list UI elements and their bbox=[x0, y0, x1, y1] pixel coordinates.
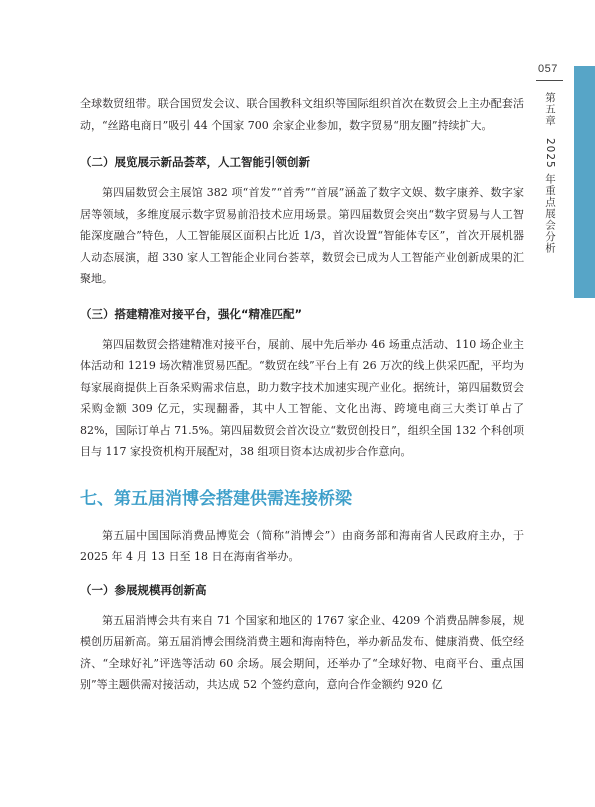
chapter-label: 第五章 2025 年重点展会分析 bbox=[544, 92, 556, 254]
chapter-tab bbox=[574, 66, 595, 298]
section-7-subsection-1-paragraph: 第五届消博会共有来自 71 个国家和地区的 1767 家企业、4209 个消费品牌参展，规模创历届新高。第五届消博会围绕消费主题和海南特色，举办新品发布、健康消费、低空经济、“全球好礼”评选等活动 60 余场。展会期间，还举办了“全球好物、电商平台、重点国别”等主题供需对接活动，共达成 52 个签约意向，意向合作金额约 920 亿 bbox=[80, 613, 524, 691]
chapter-divider bbox=[536, 80, 563, 81]
subsection-heading-3: （三）搭建精准对接平台，强化“精准匹配” bbox=[80, 306, 303, 321]
page-body bbox=[80, 93, 524, 696]
section-7-intro-paragraph: 第五届中国国际消费品博览会（简称“消博会”）由商务部和海南省人民政府主办，于 2025 年 4 月 13 日至 18 日在海南省举办。 bbox=[80, 528, 524, 563]
continuation-paragraph: 全球数贸纽带。联合国贸发会议、联合国教科文组织等国际组织首次在数贸会上主办配套活动，“丝路电商日”吸引 44 个国家 700 余家企业参加，数字贸易“朋友圈”持续扩大。 bbox=[80, 97, 524, 132]
section-7-subsection-heading-1: （一）参展规模再创新高 bbox=[80, 582, 207, 597]
subsection-heading-2: （二）展览展示新品荟萃，人工智能引领创新 bbox=[80, 155, 310, 169]
subsection-2-paragraph: 第四届数贸会主展馆 382 项“首发”“首秀”“首展”涵盖了数字文娱、数字康养、数字家居等领域，多维度展示数字贸易前沿技术应用场景。第四届数贸会突出“数字贸易与人工智能深度融合”特色，人工智能展区面积占比近 1/3，首次设置“智能体专区”，首次开展机器人动态展演，超 330 家人工智能企业同台荟萃，数贸会已成为人工智能产业创新成果的汇聚地。 bbox=[80, 186, 524, 285]
section-7-heading: 七、第五届消博会搭建供需连接桥梁 bbox=[80, 488, 352, 509]
page-number: 057 bbox=[538, 63, 558, 75]
subsection-3-paragraph: 第四届数贸会搭建精准对接平台，展前、展中先后举办 46 场重点活动、110 场企业主体活动和 1219 场次精准贸易匹配。“数贸在线”平台上有 26 万次的线上供采匹配，平均为每家展商提供上百条采购需求信息，助力数字技术加速实现产业化。据统计，第四届数贸会采购金额 309 亿元，实现翻番，其中人工智能、文化出海、跨境电商三大类订单占了 82%，国际订单占 71.5%。第四届数贸会首次设立“数贸创投日”，组织全国 132 个科创项目与 117 家投资机构开展配对，38 组项目资本达成初步合作意向。 bbox=[80, 337, 524, 458]
